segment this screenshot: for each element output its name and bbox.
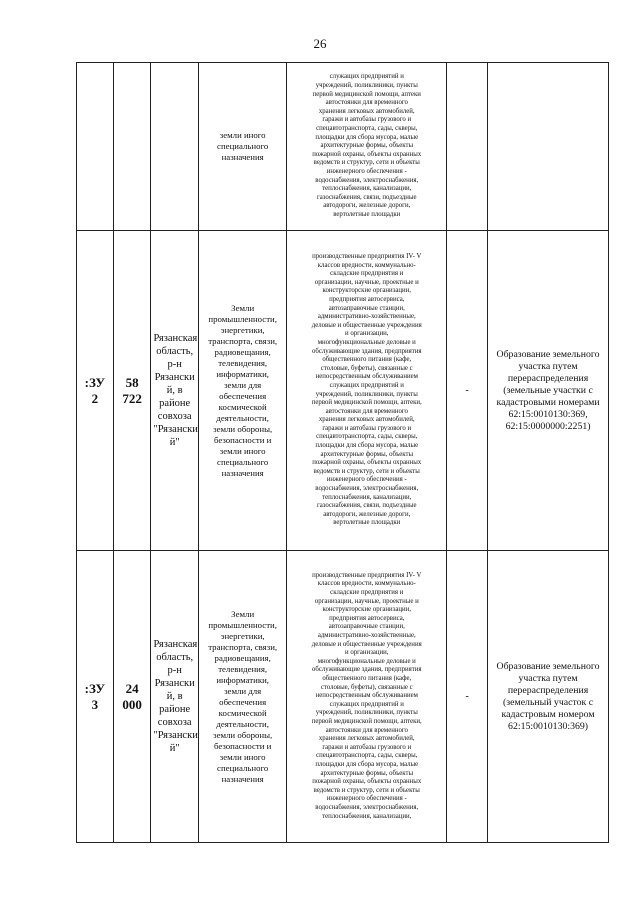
text-line: районе [159, 704, 191, 715]
table-row-continuation [77, 63, 609, 231]
text-line: кадастровым номером [501, 708, 595, 720]
text-line: "Рязански [153, 424, 198, 435]
text-line: архитектурные формы, объекты [320, 769, 414, 777]
text-line: область, [156, 346, 194, 357]
text-line: Рязанская [153, 333, 198, 344]
text-line: :ЗУ [84, 680, 106, 696]
text-line: безопасности и [213, 434, 272, 445]
text-line: й" [169, 743, 180, 754]
text-line: предприятия автосервиса, [329, 614, 405, 622]
text-line: складские предприятия и [330, 270, 404, 278]
text-line: радиовещания, [214, 346, 271, 357]
text-line: учреждений, поликлиники, пункты [315, 709, 418, 717]
text-line: участка путем [518, 672, 578, 684]
text-line: Земли [231, 302, 255, 313]
text-line: информатики, [216, 674, 270, 685]
text-line: инженерного обеспечения - [326, 476, 407, 484]
text-line: вертолетные площадки [333, 210, 401, 218]
text-line: гаражи и автобазы грузового и [322, 116, 412, 124]
text-line: конструкторские организации, [322, 287, 412, 295]
text-line: информатики, [216, 368, 270, 379]
text-line: гаражи и автобазы грузового и [322, 743, 412, 751]
text-line: водоснабжения, электроснабжения, [315, 485, 419, 493]
plot-area [116, 375, 149, 407]
text-line: назначения [221, 152, 264, 162]
text-line: многофункциональные деловые и [317, 657, 416, 665]
text-line: назначения [221, 773, 264, 784]
text-line: земли для [224, 379, 262, 390]
text-line: участка путем [518, 360, 578, 372]
text-line: ведомств и структур, сети и объекты [313, 159, 420, 167]
text-line: обслуживающие здания, предприятия [312, 666, 422, 674]
text-line: административно-хозяйственные, [317, 632, 416, 640]
text-line: (земельные участки с [503, 384, 593, 396]
text-line: служащих предприятий и [329, 700, 404, 708]
text-line: классов вредности, коммунально- [317, 580, 416, 588]
text-line: площадки для сбора мусора, малые [315, 760, 419, 768]
note-cell [488, 63, 609, 231]
plot-id [79, 681, 111, 713]
text-line: первой медицинской помощи, аптеки [312, 90, 421, 98]
text-line: учреждений, поликлиники, пункты [315, 390, 418, 398]
location-text [153, 638, 198, 755]
category-cell [198, 551, 286, 843]
text-line: гаражи и автобазы грузового и [322, 424, 412, 432]
text-line: 62:15:0010130:369) [508, 720, 589, 732]
text-line: деятельности, [216, 718, 269, 729]
page-number: 26 [313, 36, 327, 51]
text-line: область, [156, 652, 194, 663]
text-line: :ЗУ [84, 374, 106, 390]
text-line: земли иного [219, 751, 266, 762]
text-line: й, в [166, 691, 183, 702]
text-line: пожарной охраны, объекты охранных [312, 778, 422, 786]
text-line: деловые и общественные учреждения [311, 640, 422, 648]
text-line: непосредственным обслуживанием [315, 692, 418, 700]
category-text [201, 609, 284, 785]
text-line: архитектурные формы, объекты [320, 450, 414, 458]
text-line: 3 [91, 696, 99, 712]
text-line: обслуживающие здания, предприятия [312, 347, 422, 355]
text-line: служащих предприятий и [329, 381, 404, 389]
text-line: хранения легковых автомобилей, [318, 416, 415, 424]
text-line: деловые и общественные учреждения [311, 321, 422, 329]
text-line: назначения [221, 467, 264, 478]
text-line: автодороги, железные дороги, [323, 202, 411, 210]
text-line: й" [169, 437, 180, 448]
note-text [490, 349, 606, 433]
text-line: энергетики, [220, 630, 265, 641]
location-text [153, 332, 198, 449]
text-line: 2 [91, 390, 99, 406]
text-line: 62:15:0000000:2251) [505, 420, 591, 432]
text-line: земли иного [219, 445, 266, 456]
text-line: совхоза [157, 411, 192, 422]
text-line: складские предприятия и [330, 589, 404, 597]
text-line: космической [218, 401, 267, 412]
text-line: Образование земельного [496, 348, 600, 360]
text-line: столовые, буфеты), связанные с [320, 683, 413, 691]
text-line: промышленности, [208, 313, 277, 324]
plot-id-cell [77, 551, 114, 843]
text-line: Рязански [154, 372, 195, 383]
text-line: 24 [125, 680, 139, 696]
note-text [490, 661, 606, 733]
text-line: классов вредности, коммунально- [317, 261, 416, 269]
text-line: земли иного [219, 130, 266, 140]
text-line: обеспечения [219, 696, 267, 707]
text-line: земли обороны, [213, 423, 273, 434]
text-line: столовые, буфеты), связанные с [320, 364, 413, 372]
text-line: общественного питания (кафе, [322, 675, 412, 683]
text-line: 62:15:0010130:369, [508, 408, 588, 420]
text-line: теплоснабжения, канализации, [322, 185, 412, 193]
text-line: инженерного обеспечения - [326, 167, 407, 175]
text-line: Образование земельного [496, 660, 600, 672]
id-cell [77, 63, 114, 231]
plot-area [116, 681, 149, 713]
text-line: вертолетные площадки [333, 519, 401, 527]
permitted-uses-cell [287, 63, 447, 231]
text-line: 000 [122, 696, 142, 712]
text-line: служащих предприятий и [329, 73, 404, 81]
location-cell [151, 63, 198, 231]
text-line: Рязански [154, 678, 195, 689]
text-line: спецавтотранспорта, сады, скверы, [316, 125, 418, 133]
text-line: 58 [125, 374, 139, 390]
text-line: транспорта, связи, [208, 641, 278, 652]
text-line: и организации, [344, 649, 389, 657]
text-line: районе [159, 398, 191, 409]
text-line: специального [217, 141, 269, 151]
text-line: спецавтотранспорта, сады, скверы, [316, 752, 418, 760]
restriction-cell [447, 551, 488, 843]
text-line: телевидения, [218, 663, 268, 674]
text-line: радиовещания, [214, 652, 271, 663]
plot-area-cell [113, 231, 151, 551]
text-line: организации, научные, проектные и [314, 597, 419, 605]
plot-id-cell [77, 231, 114, 551]
text-line: автозаправочные станции, [328, 623, 405, 631]
text-line: автодороги, железные дороги, [323, 510, 411, 518]
table-row-zu2 [77, 231, 609, 551]
text-line: теплоснабжения, канализации, [322, 493, 412, 501]
area-cell [113, 63, 151, 231]
text-line: и организации, [344, 330, 389, 338]
text-line: космической [218, 707, 267, 718]
text-line: земли для [224, 685, 262, 696]
text-line: водоснабжения, электроснабжения, [315, 803, 419, 811]
land-plots-table [76, 62, 609, 843]
permitted-uses-cell [287, 231, 447, 551]
text-line: инженерного обеспечения - [326, 795, 407, 803]
text-line: хранения легковых автомобилей, [318, 107, 415, 115]
text-line: водоснабжения, электроснабжения, [315, 176, 419, 184]
text-line: перераспределения [507, 684, 589, 696]
text-line: телевидения, [218, 357, 268, 368]
text-line: й, в [166, 385, 183, 396]
text-line: перераспределения [507, 372, 589, 384]
text-line: Рязанская [153, 639, 198, 650]
category-text [201, 303, 284, 479]
text-line: 722 [122, 390, 142, 406]
restriction-cell [447, 231, 488, 551]
text-line: автостоянки для временного [325, 726, 408, 734]
text-line: площадки для сбора мусора, малые [315, 133, 419, 141]
note-cell [488, 551, 609, 843]
text-line: ведомств и структур, сети и объекты [313, 786, 420, 794]
text-line: автостоянки для временного [325, 99, 408, 107]
text-line: промышленности, [208, 619, 277, 630]
text-line: пожарной охраны, объекты охранных [312, 150, 422, 158]
text-line: автостоянки для временного [325, 407, 408, 415]
text-line: теплоснабжения, канализации, [322, 812, 412, 820]
permitted-uses-text [289, 572, 444, 821]
restriction-dash: - [465, 385, 469, 396]
text-line: производственные предприятия IV- V [312, 253, 422, 260]
category-text [201, 130, 284, 163]
text-line: Земли [231, 608, 255, 619]
text-line: административно-хозяйственные, [317, 313, 416, 321]
permitted-uses-cell [287, 551, 447, 843]
location-cell [151, 231, 198, 551]
permitted-uses-text [289, 73, 444, 219]
restriction-cell [447, 63, 488, 231]
text-line: хранения легковых автомобилей, [318, 735, 415, 743]
text-line: автозаправочные станции, [328, 304, 405, 312]
text-line: деятельности, [216, 412, 269, 423]
text-line: специального [217, 762, 269, 773]
text-line: спецавтотранспорта, сады, скверы, [316, 433, 418, 441]
text-line: совхоза [157, 717, 192, 728]
plot-area-cell [113, 551, 151, 843]
permitted-uses-text [289, 253, 444, 528]
text-line: организации, научные, проектные и [314, 278, 419, 286]
text-line: архитектурные формы, объекты [320, 142, 414, 150]
text-line: газоснабжения, связи, подъездные [316, 502, 417, 510]
restriction-dash: - [465, 691, 469, 702]
text-line: учреждений, поликлиники, пункты [315, 82, 418, 90]
text-line: площадки для сбора мусора, малые [315, 442, 419, 450]
text-line: первой медицинской помощи, аптеки, [311, 717, 422, 725]
text-line: общественного питания (кафе, [322, 356, 412, 364]
note-cell [488, 231, 609, 551]
text-line: безопасности и [213, 740, 272, 751]
text-line: непосредственным обслуживанием [315, 373, 418, 381]
text-line: "Рязански [153, 730, 198, 741]
category-cell [198, 231, 286, 551]
text-line: земли обороны, [213, 729, 273, 740]
text-line: ведомств и структур, сети и объекты [313, 467, 420, 475]
text-line: многофункциональные деловые и [317, 338, 416, 346]
text-line: производственные предприятия IV- V [312, 571, 422, 579]
table-row-zu3 [77, 551, 609, 843]
text-line: обеспечения [219, 390, 267, 401]
text-line: конструкторские организации, [322, 606, 412, 614]
text-line: р-н [167, 665, 182, 676]
text-line: газоснабжения, связи, подъездные [316, 193, 417, 201]
location-cell [151, 551, 198, 843]
text-line: (земельный участок с [503, 696, 594, 708]
category-cell [198, 63, 286, 231]
text-line: энергетики, [220, 324, 265, 335]
text-line: транспорта, связи, [208, 335, 278, 346]
plot-id [79, 375, 111, 407]
text-line: предприятия автосервиса, [329, 295, 405, 303]
text-line: пожарной охраны, объекты охранных [312, 459, 422, 467]
text-line: кадастровыми номерами [496, 396, 600, 408]
text-line: первой медицинской помощи, аптеки, [311, 399, 422, 407]
text-line: р-н [167, 359, 182, 370]
text-line: специального [217, 456, 269, 467]
